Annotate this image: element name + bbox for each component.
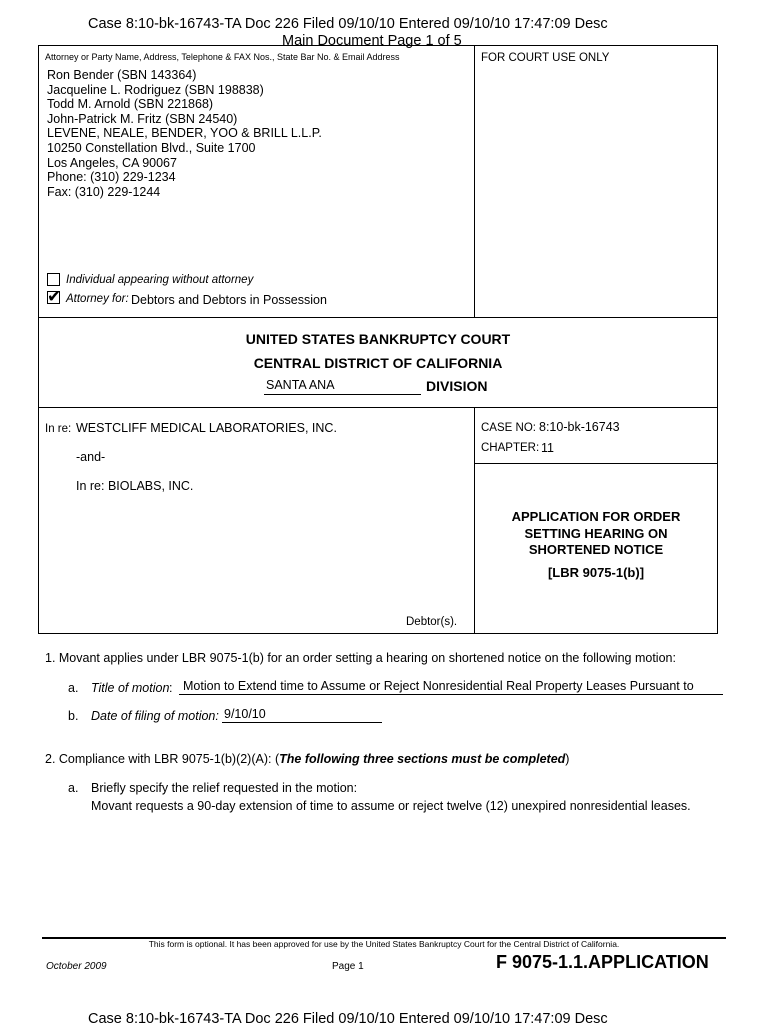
- document-rule: [LBR 9075-1(b)]: [547, 565, 645, 580]
- in-re-label: In re:: [45, 423, 72, 435]
- court-district: CENTRAL DISTRICT OF CALIFORNIA: [253, 355, 503, 371]
- document-title-line: APPLICATION FOR ORDER: [511, 509, 681, 524]
- attorney-line: Jacqueline L. Rodriguez (SBN 198838): [47, 82, 264, 97]
- item-2a-prefix: a.: [68, 781, 79, 795]
- attorney-line: Todd M. Arnold (SBN 221868): [47, 97, 214, 112]
- relief-requested: Movant requests a 90-day extension of time to assume or reject twelve (12) unexpired nonresidential leases.: [91, 799, 691, 813]
- and-label: -and-: [76, 450, 106, 464]
- attorney-line: John-Patrick M. Fritz (SBN 24540): [47, 111, 238, 126]
- case-header: Case 8:10-bk-16743-TA Doc 226 Filed 09/10/10 Entered 09/10/10 17:47:09 Desc: [88, 16, 608, 32]
- attorney-line: Los Angeles, CA 90067: [47, 155, 177, 170]
- attorney-caption: Attorney or Party Name, Address, Telephone & FAX Nos., State Bar No. & Email Address: [45, 52, 400, 62]
- individual-label: Individual appearing without attorney: [66, 274, 254, 286]
- next-page-header: Case 8:10-bk-16743-TA Doc 226 Filed 09/10/10 Entered 09/10/10 17:47:09 Desc: [88, 1011, 608, 1027]
- chapter: 11: [541, 441, 554, 455]
- division-label: DIVISION: [426, 378, 488, 394]
- attorney-line: LEVENE, NEALE, BENDER, YOO & BRILL L.L.P.: [47, 126, 322, 141]
- debtor-name-1: WESTCLIFF MEDICAL LABORATORIES, INC.: [76, 421, 337, 435]
- debtors-label: Debtor(s).: [406, 616, 458, 628]
- attorney-line: Phone: (310) 229-1234: [47, 170, 176, 185]
- footer-page: Page 1: [332, 961, 364, 972]
- item-2a-label: Briefly specify the relief requested in the motion:: [91, 781, 358, 795]
- filing-date: 9/10/10: [224, 707, 266, 721]
- item-2: 2. Compliance with LBR 9075-1(b)(2)(A): (The following three sections must be completed): [45, 752, 570, 766]
- attorney-for-label: Attorney for:: [66, 293, 129, 305]
- form-id: F 9075-1.1.APPLICATION: [496, 952, 709, 972]
- item-1: 1. Movant applies under LBR 9075-1(b) for an order setting a hearing on shortened notice on the following motion:: [45, 651, 676, 665]
- case-header-page: Main Document Page 1 of 5: [282, 33, 462, 49]
- item-1a-prefix: a.: [68, 681, 79, 695]
- footer-note: This form is optional. It has been approved for use by the United States Bankruptcy Court for the Central District of California.: [148, 939, 620, 949]
- chapter-label: CHAPTER:: [481, 442, 540, 454]
- attorney-line: 10250 Constellation Blvd., Suite 1700: [47, 140, 256, 155]
- case-no-label: CASE NO:: [481, 422, 536, 434]
- item-1b-prefix: b.: [68, 709, 79, 723]
- document-title: [474, 509, 718, 559]
- attorney-for-value: Debtors and Debtors in Possession: [131, 293, 327, 307]
- item-1b-label: Date of filing of motion:: [91, 709, 219, 723]
- attorney-info: [47, 68, 322, 199]
- document-title-line: SHORTENED NOTICE: [528, 542, 664, 557]
- division-name: SANTA ANA: [266, 378, 335, 392]
- attorney-line: Ron Bender (SBN 143364): [47, 68, 197, 82]
- attorney-line: Fax: (310) 229-1244: [47, 184, 161, 199]
- case-no: 8:10-bk-16743: [539, 420, 620, 434]
- motion-title: Motion to Extend time to Assume or Reject Nonresidential Real Property Leases Pursuant to: [183, 679, 694, 693]
- court-name: UNITED STATES BANKRUPTCY COURT: [245, 331, 511, 347]
- individual-checkbox[interactable]: [47, 273, 60, 286]
- document-title-line: SETTING HEARING ON: [524, 525, 668, 541]
- debtor-name-2: In re: BIOLABS, INC.: [76, 479, 194, 493]
- footer-date: October 2009: [46, 961, 107, 972]
- court-use-label: FOR COURT USE ONLY: [481, 52, 610, 64]
- item-1a-label: Title of motion: [91, 681, 170, 695]
- checkmark-icon: ✔: [47, 287, 62, 307]
- attorney-for-checkbox[interactable]: [47, 287, 62, 307]
